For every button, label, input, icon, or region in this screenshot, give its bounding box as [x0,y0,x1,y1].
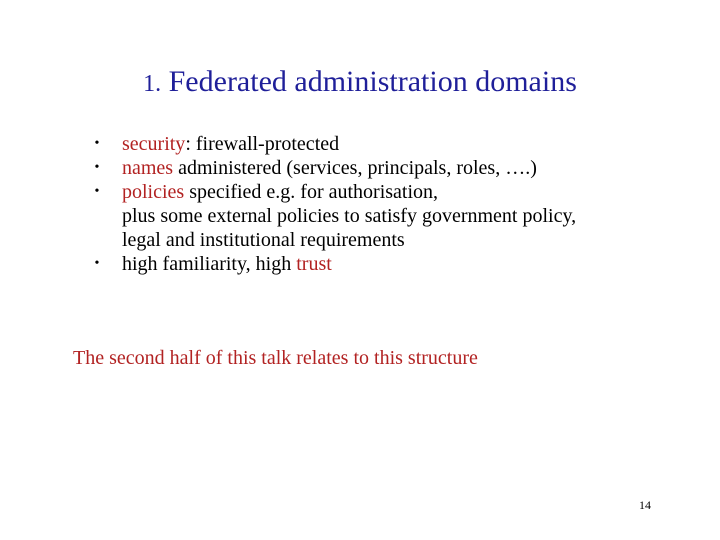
page-number: 14 [639,498,651,512]
bullet-rest: administered (services, principals, roles, ….) [173,157,537,179]
keyword-trust: trust [296,253,332,275]
bullet-list [72,132,692,276]
list-item [72,252,692,276]
list-item [72,156,692,180]
bullet-text [122,252,692,276]
list-item [72,180,692,252]
keyword-policies: policies [122,181,185,203]
keyword-names: names [122,157,174,179]
bullet-text [122,156,692,180]
bullet-text [122,180,692,252]
bullet-continuation: legal and institutional requirements [122,229,405,251]
bullet-icon: • [94,136,100,151]
bullet-continuation: plus some external policies to satisfy government policy, [122,205,577,227]
bullet-icon: • [94,256,100,271]
bullet-rest: specified e.g. for authorisation, [184,181,439,203]
list-item [72,132,692,156]
bullet-rest: : firewall-protected [185,133,340,155]
bullet-text [122,132,692,156]
bullet-icon: • [94,184,100,199]
slide-title [0,64,720,102]
bullet-lead: high familiarity, high [122,253,297,275]
bullet-icon: • [94,160,100,175]
keyword-security: security [122,133,186,155]
structure-note: The second half of this talk relates to this structure [73,347,478,369]
title-number: 1. [143,71,162,97]
title-text: Federated administration domains [168,65,577,98]
